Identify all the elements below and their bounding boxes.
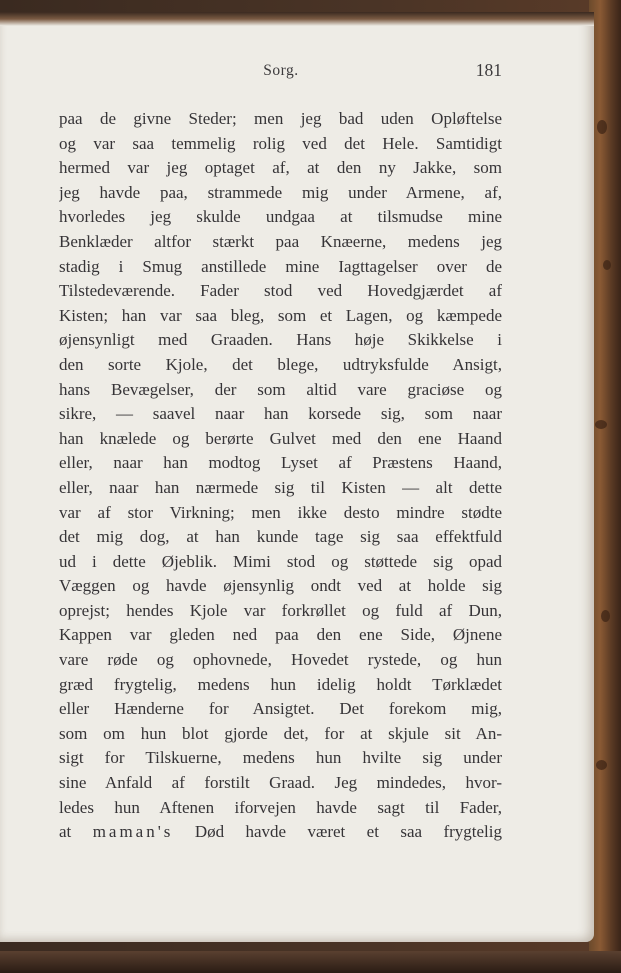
- running-title: Sorg.: [263, 62, 299, 79]
- foxing-spot: [603, 260, 611, 270]
- last-line-prefix: at: [59, 822, 72, 842]
- foxing-spot: [601, 610, 610, 622]
- text-line: og var saa temmelig rolig ved det Hele. Samtidigt: [59, 133, 502, 153]
- body-text: [59, 107, 502, 845]
- text-line: ledes hun Aftenen iforvejen havde sagt til Fader,: [59, 797, 502, 817]
- foxing-spot: [595, 420, 607, 429]
- text-line: Kappen var gleden ned paa den ene Side, Øjnene: [59, 625, 502, 645]
- text-line: var af stor Virkning; men ikke desto mindre stødte: [59, 502, 502, 522]
- text-line: sigt for Tilskuerne, medens hun hvilte sig under: [59, 748, 502, 768]
- text-line: hvorledes jeg skulde undgaa at tilsmudse mine: [59, 207, 502, 227]
- text-line: Tilstedeværende. Fader stod ved Hovedgjærdet af: [59, 281, 502, 301]
- text-line: hermed var jeg optaget af, at den ny Jakke, som: [59, 158, 502, 178]
- emphasized-word: maman's: [92, 822, 174, 842]
- text-line: eller, naar han nærmede sig til Kisten — alt dette: [59, 477, 502, 497]
- text-line: ud i dette Øjeblik. Mimi stod og støttede sig opad: [59, 551, 502, 571]
- text-line: sine Anfald af forstilt Graad. Jeg mindedes, hvor-: [59, 773, 502, 793]
- text-line: græd frygtelig, medens hun idelig holdt Tørklædet: [59, 674, 502, 694]
- text-line: sikre, — saavel naar han korsede sig, som naar: [59, 404, 502, 424]
- text-line: oprejst; hendes Kjole var forkrøllet og fuld af Dun,: [59, 600, 502, 620]
- page-bottom-edge: [0, 951, 621, 973]
- text-line: det mig dog, at han kunde tage sig saa effektfuld: [59, 527, 502, 547]
- foxing-spot: [596, 760, 607, 770]
- page-top-edge: [0, 12, 594, 26]
- text-line: eller Hænderne for Ansigtet. Det forekom mig,: [59, 699, 502, 719]
- text-line: stadig i Smug anstillede mine Iagttagelser over de: [59, 256, 502, 276]
- last-line-suffix: Død havde været et saa frygtelig: [194, 822, 502, 842]
- text-line: Kisten; han var saa bleg, som et Lagen, og kæmpede: [59, 305, 502, 325]
- text-line: eller, naar han modtog Lyset af Præstens Haand,: [59, 453, 502, 473]
- text-line: som om hun blot gjorde det, for at skjule sit An-: [59, 723, 502, 743]
- text-line: han knælede og berørte Gulvet med den ene Haand: [59, 428, 502, 448]
- text-line: hans Bevægelser, der som altid vare graciøse og: [59, 379, 502, 399]
- page-number: 181: [475, 60, 502, 80]
- foxing-spot: [597, 120, 607, 134]
- text-line: den sorte Kjole, det blege, udtryksfulde Ansigt,: [59, 354, 502, 374]
- text-line: vare røde og ophovnede, Hovedet rystede, og hun: [59, 650, 502, 670]
- text-line: paa de givne Steder; men jeg bad uden Opløftelse: [59, 109, 502, 128]
- text-line: Væggen og havde øjensynlig ondt ved at holde sig: [59, 576, 502, 596]
- running-header: [60, 62, 502, 86]
- text-line: jeg havde paa, strammede mig under Armene, af,: [59, 182, 502, 202]
- text-line-last: [59, 820, 502, 845]
- text-line: øjensynligt med Graaden. Hans høje Skikkelse i: [59, 330, 502, 350]
- text-line: Benklæder altfor stærkt paa Knæerne, medens jeg: [59, 231, 502, 251]
